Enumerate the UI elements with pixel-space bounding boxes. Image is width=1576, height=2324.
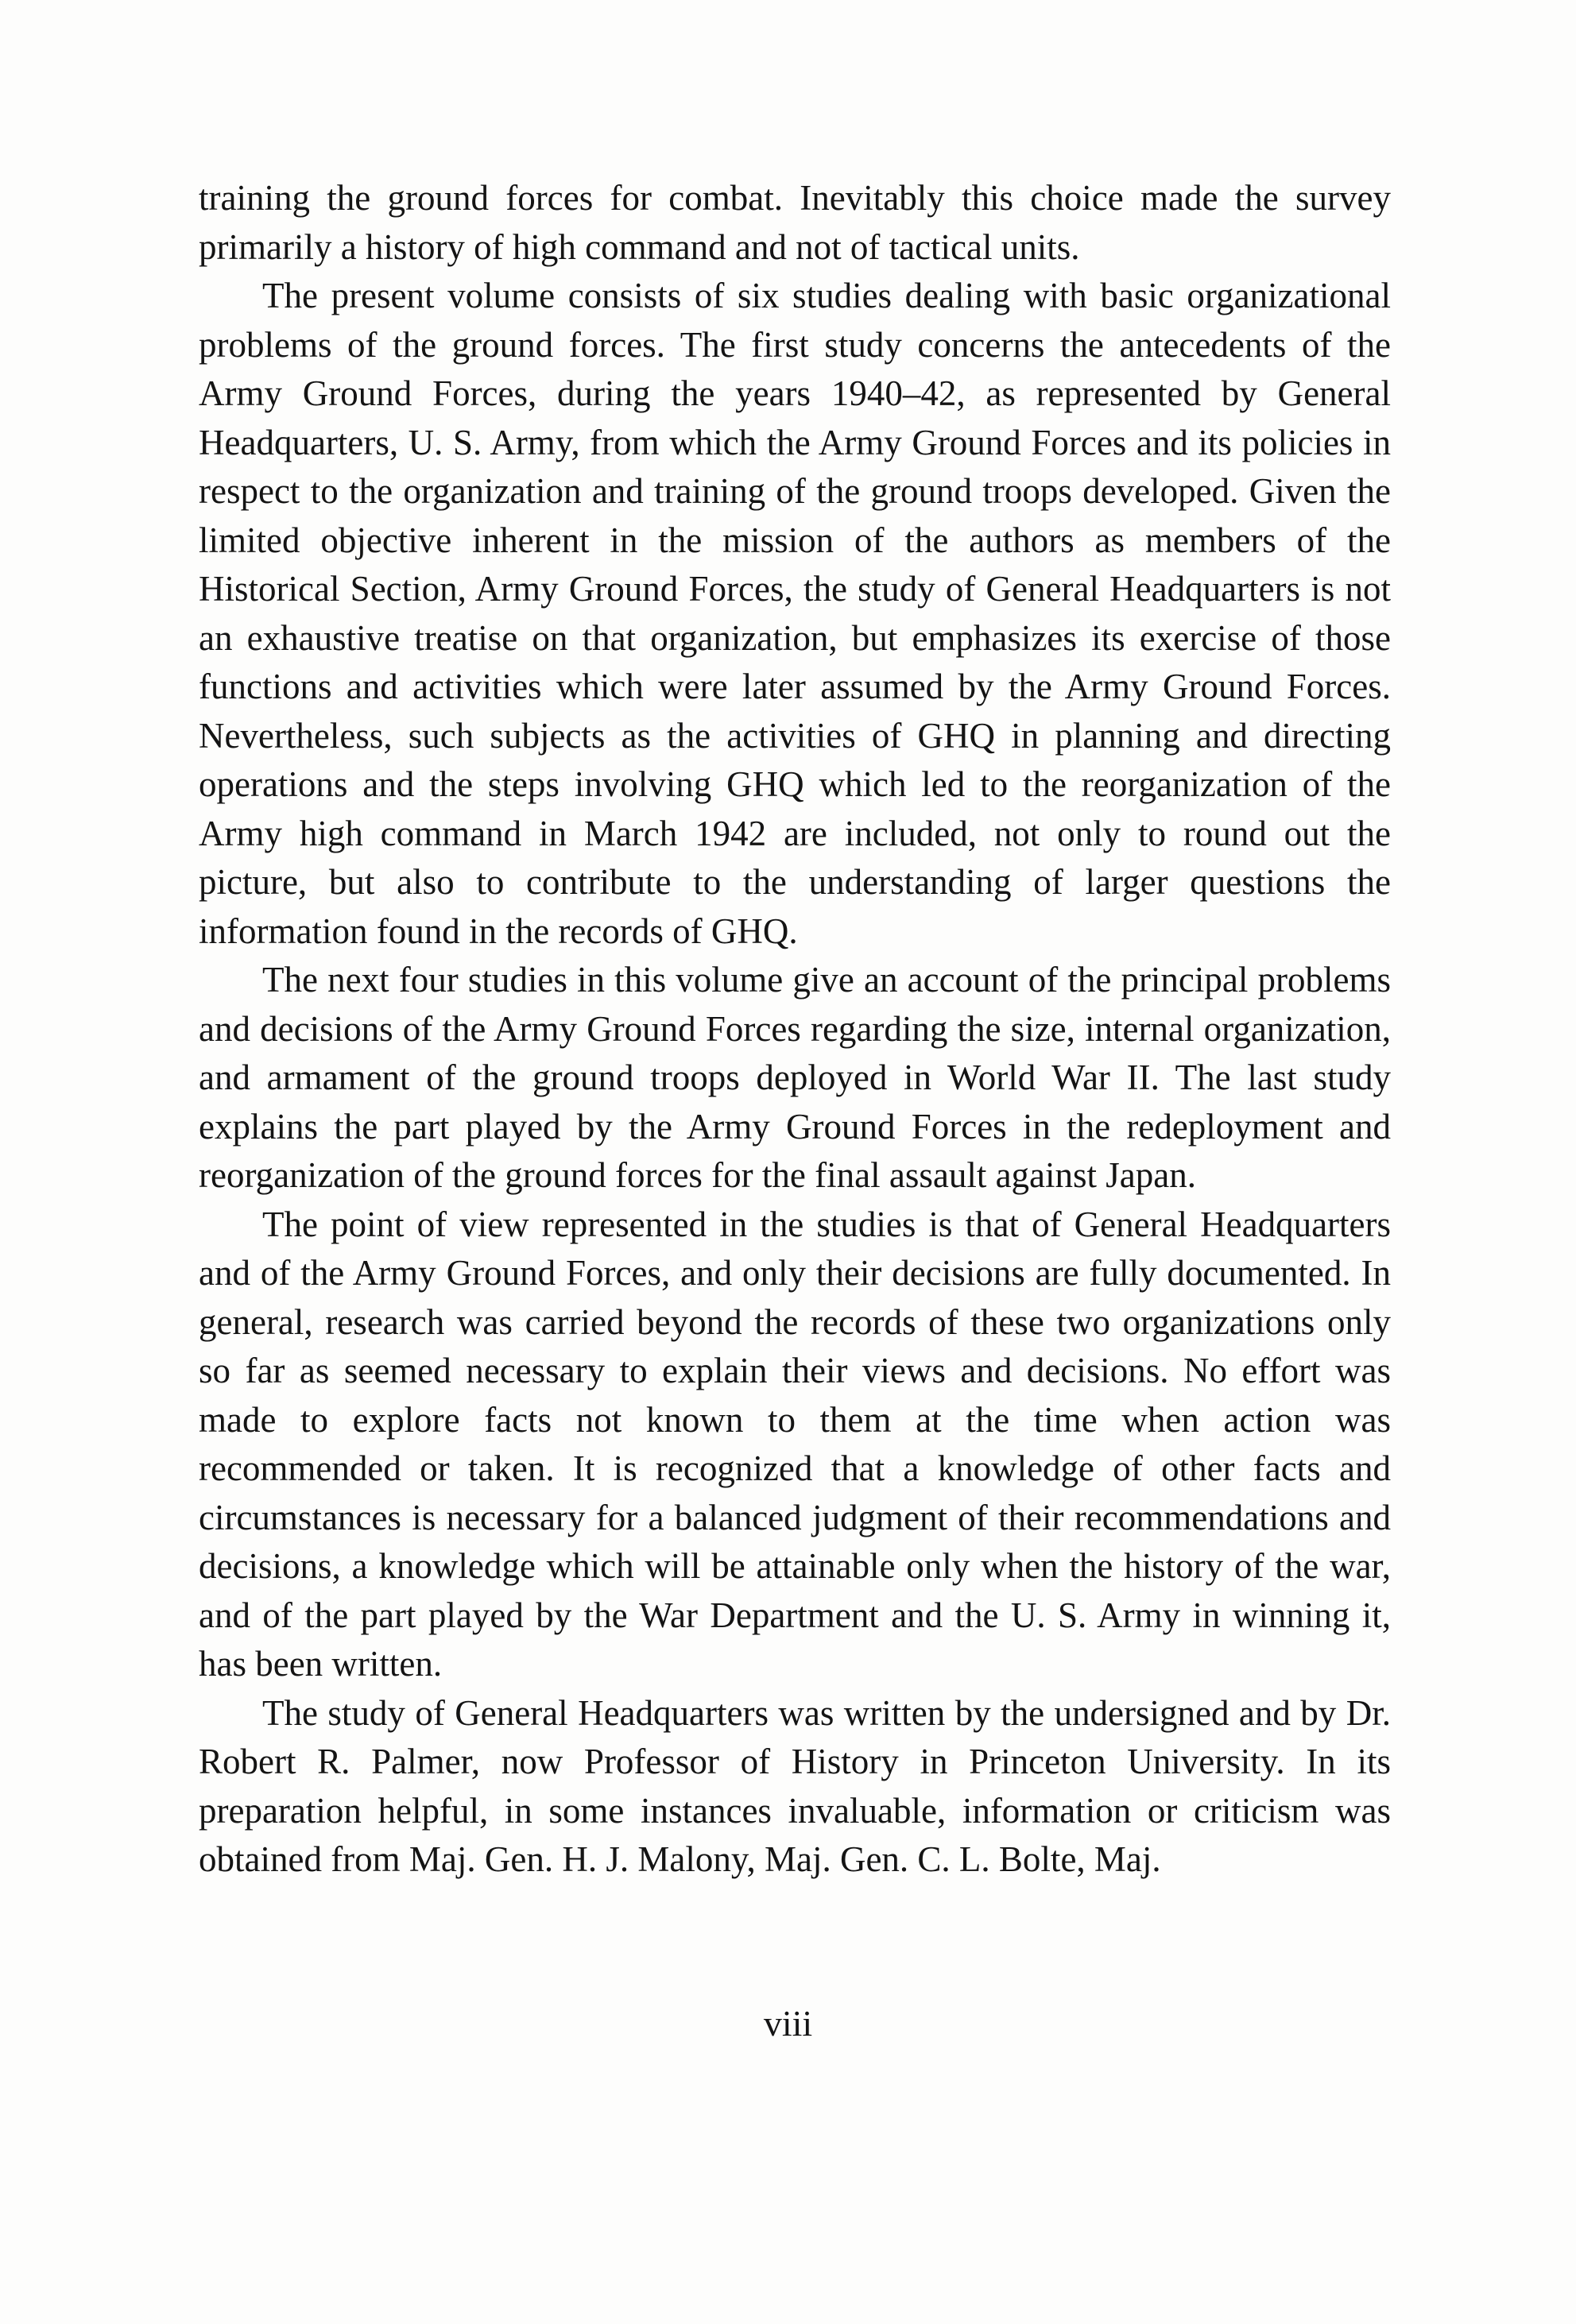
paragraph-continuation: training the ground forces for combat. Inevitably this choice made the survey primarily a history of high command and not of tactical units. <box>199 178 1391 267</box>
paragraph-present-volume: The present volume consists of six studies dealing with basic organizational problems of the ground forces. The first study concerns the antecedents of the Army Ground Forces, during the years 1940–42, as represented by General Headquarters, U. S. Army, from which the Army Ground Forces and its policies in respect to the organization and training of the ground troops developed. Given the limited objective inherent in the mission of the authors as members of the Historical Section, Army Ground Forces, the study of General Headquarters is not an exhaustive treatise on that organization, but emphasizes its exercise of those functions and activities which were later assumed by the Army Ground Forces. Nevertheless, such subjects as the activities of GHQ in planning and directing operations and the steps involving GHQ which led to the reorganization of the Army high command in March 1942 are included, not only to round out the picture, but also to contribute to the understanding of larger questions the information found in the records of GHQ. <box>199 276 1391 951</box>
paragraph-next-four-studies: The next four studies in this volume give an account of the principal problems and decisions of the Army Ground Forces regarding the size, internal organization, and armament of the ground troops deployed in World War II. The last study explains the part played by the Army Ground Forces in the redeployment and reorganization of the ground forces for the final assault against Japan. <box>199 960 1391 1195</box>
paragraph-point-of-view: The point of view represented in the studies is that of General Headquarters and of the Army Ground Forces, and only their decisions are fully documented. In general, research was carried beyond the records of these two organizations only so far as seemed necessary to explain their views and decisions. No effort was made to explore facts not known to them at the time when action was recommended or taken. It is recognized that a knowledge of other facts and circumstances is necessary for a balanced judgment of their recommendations and decisions, a knowledge which will be attainable only when the history of the war, and of the part played by the War Department and the U. S. Army in winning it, has been written. <box>199 1204 1391 1684</box>
paragraph-study-of-ghq: The study of General Headquarters was written by the undersigned and by Dr. Robert R. Palmer, now Professor of History in Princeton University. In its preparation helpful, in some instances invaluable, information or criticism was obtained from Maj. Gen. H. J. Malony, Maj. Gen. C. L. Bolte, Maj. <box>199 1692 1391 1879</box>
page-number: viii <box>763 2003 813 2044</box>
body-text <box>199 174 1391 1885</box>
